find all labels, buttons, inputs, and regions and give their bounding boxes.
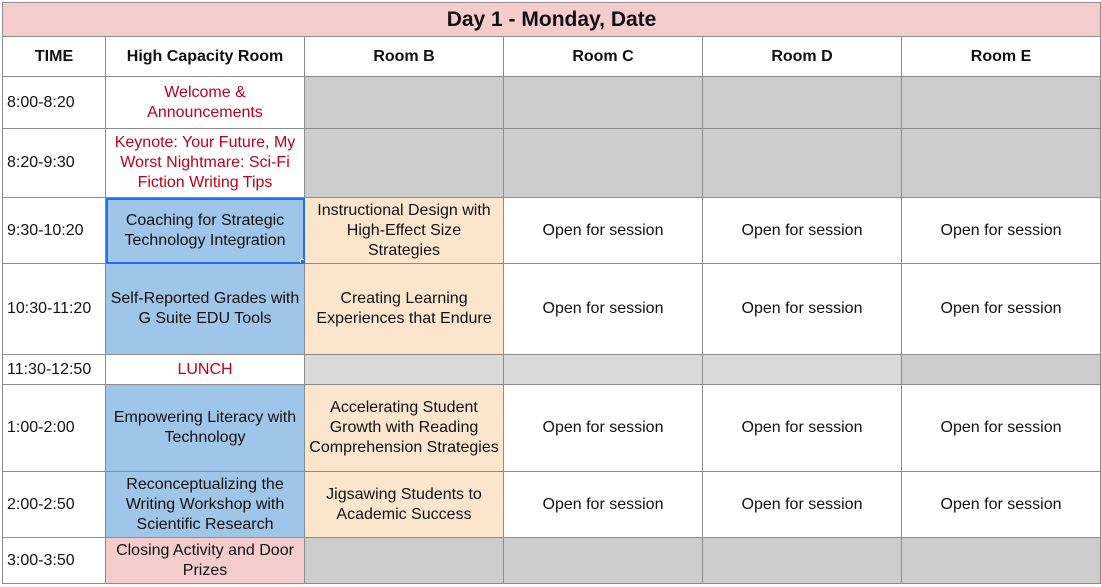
session-cell-room-c[interactable]: Open for session: [504, 198, 703, 264]
header-room-d[interactable]: Room D: [703, 37, 902, 77]
session-cell-room-c[interactable]: Open for session: [504, 264, 703, 355]
title-row: [3, 3, 1101, 37]
time-cell[interactable]: 10:30-11:20: [3, 264, 106, 355]
session-cell-room-d[interactable]: Open for session: [703, 264, 902, 355]
schedule-row: [3, 385, 1101, 472]
session-cell-room-b[interactable]: Instructional Design with High-Effect Size Strategies: [305, 198, 504, 264]
time-cell[interactable]: 8:00-8:20: [3, 77, 106, 129]
schedule-row: [3, 538, 1101, 584]
session-cell-high-capacity-room[interactable]: Keynote: Your Future, My Worst Nightmare: Sci-Fi Fiction Writing Tips: [106, 129, 305, 198]
session-cell-room-d[interactable]: [703, 129, 902, 198]
time-cell[interactable]: 8:20-9:30: [3, 129, 106, 198]
session-cell-room-d[interactable]: Open for session: [703, 385, 902, 472]
session-cell-high-capacity-room[interactable]: LUNCH: [106, 355, 305, 385]
schedule-title[interactable]: Day 1 - Monday, Date: [3, 3, 1101, 37]
session-cell-room-b[interactable]: [305, 77, 504, 129]
session-cell-room-e[interactable]: [902, 355, 1101, 385]
schedule-row: [3, 472, 1101, 538]
time-cell[interactable]: 3:00-3:50: [3, 538, 106, 584]
session-cell-room-d[interactable]: [703, 355, 902, 385]
session-cell-room-c[interactable]: [504, 538, 703, 584]
session-cell-room-c[interactable]: [504, 77, 703, 129]
session-cell-room-d[interactable]: Open for session: [703, 472, 902, 538]
session-cell-room-e[interactable]: Open for session: [902, 472, 1101, 538]
session-cell-room-d[interactable]: Open for session: [703, 198, 902, 264]
session-cell-room-c[interactable]: [504, 355, 703, 385]
session-cell-room-e[interactable]: Open for session: [902, 198, 1101, 264]
schedule-row: [3, 264, 1101, 355]
session-cell-room-b[interactable]: Jigsawing Students to Academic Success: [305, 472, 504, 538]
schedule-row: [3, 355, 1101, 385]
time-cell[interactable]: 11:30-12:50: [3, 355, 106, 385]
schedule-row: [3, 77, 1101, 129]
time-cell[interactable]: 2:00-2:50: [3, 472, 106, 538]
session-cell-room-e[interactable]: Open for session: [902, 264, 1101, 355]
session-cell-high-capacity-room[interactable]: Coaching for Strategic Technology Integration: [106, 198, 305, 264]
schedule-sheet: [2, 2, 1100, 585]
session-cell-room-e[interactable]: Open for session: [902, 385, 1101, 472]
session-cell-high-capacity-room[interactable]: Welcome & Announcements: [106, 77, 305, 129]
session-cell-room-b[interactable]: [305, 355, 504, 385]
header-row: [3, 37, 1101, 77]
session-cell-room-d[interactable]: [703, 538, 902, 584]
session-cell-room-b[interactable]: Accelerating Student Growth with Reading Comprehension Strategies: [305, 385, 504, 472]
session-cell-room-b[interactable]: Creating Learning Experiences that Endure: [305, 264, 504, 355]
session-cell-room-d[interactable]: [703, 77, 902, 129]
schedule-row: [3, 198, 1101, 264]
header-room-b[interactable]: Room B: [305, 37, 504, 77]
time-cell[interactable]: 9:30-10:20: [3, 198, 106, 264]
session-cell-room-c[interactable]: Open for session: [504, 385, 703, 472]
session-cell-high-capacity-room[interactable]: Reconceptualizing the Writing Workshop with Scientific Research: [106, 472, 305, 538]
session-cell-room-c[interactable]: Open for session: [504, 472, 703, 538]
session-cell-room-b[interactable]: [305, 538, 504, 584]
session-cell-room-e[interactable]: [902, 129, 1101, 198]
session-cell-room-c[interactable]: [504, 129, 703, 198]
schedule-row: [3, 129, 1101, 198]
session-cell-room-b[interactable]: [305, 129, 504, 198]
time-cell[interactable]: 1:00-2:00: [3, 385, 106, 472]
session-cell-room-e[interactable]: [902, 538, 1101, 584]
header-room-c[interactable]: Room C: [504, 37, 703, 77]
header-room-e[interactable]: Room E: [902, 37, 1101, 77]
header-time[interactable]: TIME: [3, 37, 106, 77]
session-cell-high-capacity-room[interactable]: Empowering Literacy with Technology: [106, 385, 305, 472]
schedule-table: [2, 2, 1101, 584]
session-cell-high-capacity-room[interactable]: Closing Activity and Door Prizes: [106, 538, 305, 584]
selection-fill-handle[interactable]: [300, 259, 305, 264]
header-high-capacity-room[interactable]: High Capacity Room: [106, 37, 305, 77]
session-cell-room-e[interactable]: [902, 77, 1101, 129]
session-cell-high-capacity-room[interactable]: Self-Reported Grades with G Suite EDU Tools: [106, 264, 305, 355]
